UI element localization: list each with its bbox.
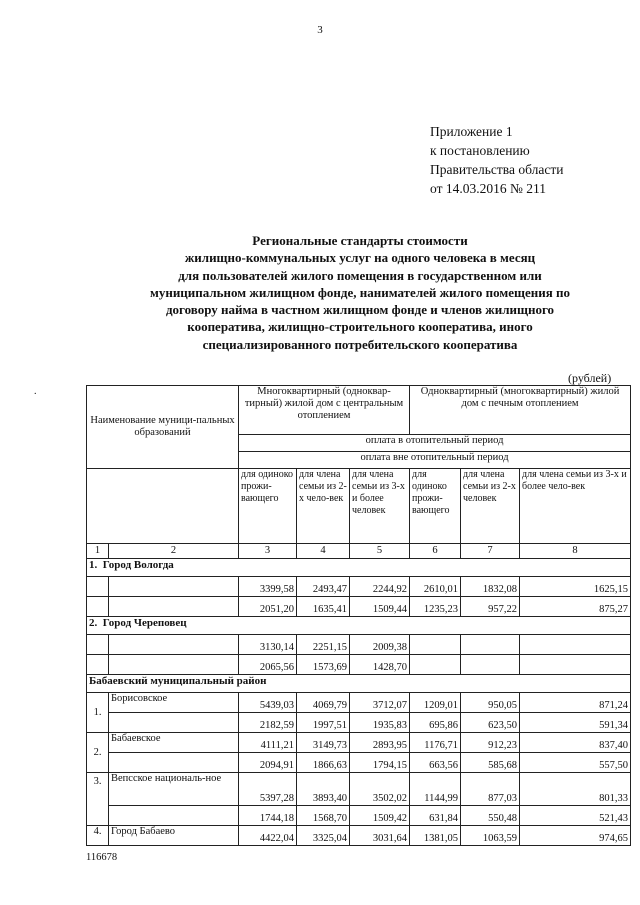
value-cell: 3130,14 — [239, 635, 297, 655]
standards-table — [86, 385, 631, 846]
value-cell: 1935,83 — [350, 713, 410, 733]
value-cell: 3149,73 — [297, 733, 350, 753]
row-number: 3. — [87, 773, 109, 826]
value-cell: 2251,15 — [297, 635, 350, 655]
name-header-spacer — [87, 469, 239, 544]
column-number: 6 — [410, 544, 461, 559]
value-cell: 1176,71 — [410, 733, 461, 753]
municipality-name: Бабаевское — [109, 733, 239, 753]
section-row — [87, 617, 631, 635]
title-line: Региональные стандарты стоимости — [252, 233, 468, 248]
value-cell: 875,27 — [520, 597, 631, 617]
value-cell: 4422,04 — [239, 826, 297, 846]
value-cell: 3031,64 — [350, 826, 410, 846]
title-line: кооператива, жилищно-строительного кооператива, иного — [187, 319, 533, 335]
value-cell: 695,86 — [410, 713, 461, 733]
value-cell: 2610,01 — [410, 577, 461, 597]
value-cell: 1568,70 — [297, 806, 350, 826]
heating-period-header: оплата в отопительный период — [239, 435, 631, 452]
value-cell: 585,68 — [461, 753, 520, 773]
three-plus-header: для члена семьи из 3-х и более чело-век — [520, 469, 631, 544]
value-cell: 2244,92 — [350, 577, 410, 597]
value-cell: 4111,21 — [239, 733, 297, 753]
value-cell: 1832,08 — [461, 577, 520, 597]
non-heating-period-header: оплата вне отопительный период — [239, 452, 631, 469]
value-cell: 4069,79 — [297, 693, 350, 713]
central-heating-header: Многоквартирный (одноквар-тирный) жилой дом с центральным отоплением — [239, 386, 410, 435]
value-cell: 1794,15 — [350, 753, 410, 773]
value-cell: 1381,05 — [410, 826, 461, 846]
value-cell: 1744,18 — [239, 806, 297, 826]
table-row — [87, 733, 631, 753]
value-cell: 5397,28 — [239, 773, 297, 806]
single-resident-header: для одиноко прожи-вающего — [239, 469, 297, 544]
value-cell: 2182,59 — [239, 713, 297, 733]
document-title — [100, 232, 620, 353]
value-cell: 1235,23 — [410, 597, 461, 617]
value-cell: 2051,20 — [239, 597, 297, 617]
value-cell: 1509,44 — [350, 597, 410, 617]
value-cell: 2493,47 — [297, 577, 350, 597]
table-row — [87, 753, 631, 773]
appendix-line: к постановлению — [430, 143, 530, 158]
column-number: 2 — [109, 544, 239, 559]
column-number: 7 — [461, 544, 520, 559]
table-row — [87, 635, 631, 655]
value-cell: 631,84 — [410, 806, 461, 826]
stove-heating-header: Одноквартирный (многоквартирный) жилой дом с печным отоплением — [410, 386, 631, 435]
value-cell: 1997,51 — [297, 713, 350, 733]
title-line: договору найма в частном жилищном фонде и членов жилищного — [165, 302, 555, 318]
column-number: 1 — [87, 544, 109, 559]
value-cell: 591,34 — [520, 713, 631, 733]
title-line: жилищно-коммунальных услуг на одного человека в месяц — [184, 250, 536, 266]
title-line: для пользователей жилого помещения в государственном или — [178, 267, 542, 283]
table-row — [87, 597, 631, 617]
table-row — [87, 693, 631, 713]
table-row — [87, 577, 631, 597]
value-cell: 912,23 — [461, 733, 520, 753]
value-cell: 3399,58 — [239, 577, 297, 597]
value-cell: 950,05 — [461, 693, 520, 713]
value-cell: 1428,70 — [350, 655, 410, 675]
value-cell: 2009,38 — [350, 635, 410, 655]
value-cell: 801,33 — [520, 773, 631, 806]
value-cell: 2094,91 — [239, 753, 297, 773]
value-cell: 837,40 — [520, 733, 631, 753]
value-cell: 623,50 — [461, 713, 520, 733]
value-cell: 3712,07 — [350, 693, 410, 713]
value-cell: 521,43 — [520, 806, 631, 826]
value-cell: 5439,03 — [239, 693, 297, 713]
appendix-line: от 14.03.2016 № 211 — [430, 181, 546, 196]
value-cell: 1144,99 — [410, 773, 461, 806]
value-cell: 557,50 — [520, 753, 631, 773]
value-cell: 2065,56 — [239, 655, 297, 675]
value-cell: 974,65 — [520, 826, 631, 846]
table-row — [87, 806, 631, 826]
document-code: 116678 — [86, 852, 118, 863]
row-number: 4. — [87, 826, 109, 846]
table-row — [87, 773, 631, 806]
value-cell: 3325,04 — [297, 826, 350, 846]
municipality-name: Вепсское националь-ное — [109, 773, 239, 806]
value-cell: 871,24 — [520, 693, 631, 713]
name-column-header: Наименование муници-пальных образований — [87, 386, 239, 469]
row-number: 2. — [89, 617, 98, 629]
row-number: 1. — [89, 559, 98, 571]
value-cell: 1509,42 — [350, 806, 410, 826]
table-row — [87, 655, 631, 675]
row-number: 1. — [87, 693, 109, 733]
value-cell: 957,22 — [461, 597, 520, 617]
three-plus-header: для члена семьи из 3-х и более человек — [350, 469, 410, 544]
appendix-line: Правительства области — [430, 162, 564, 177]
value-cell: 1209,01 — [410, 693, 461, 713]
value-cell: 1063,59 — [461, 826, 520, 846]
value-cell: 1625,15 — [520, 577, 631, 597]
value-cell: 2893,95 — [350, 733, 410, 753]
row-number: 2. — [87, 733, 109, 773]
municipality-name: Город Вологда — [102, 559, 174, 571]
value-cell: 1573,69 — [297, 655, 350, 675]
title-line: специализированного потребительского кооператива — [202, 336, 518, 352]
table-row — [87, 713, 631, 733]
value-cell: 663,56 — [410, 753, 461, 773]
column-number: 4 — [297, 544, 350, 559]
value-cell: 3502,02 — [350, 773, 410, 806]
two-person-header: для члена семьи из 2-х чело-век — [297, 469, 350, 544]
column-number: 3 — [239, 544, 297, 559]
page-number: 3 — [317, 24, 323, 36]
single-resident-header: для одиноко прожи-вающего — [410, 469, 461, 544]
municipality-name: Борисовское — [109, 693, 239, 713]
district-heading: Бабаевский муниципальный район — [87, 675, 631, 693]
title-line: муниципальном жилищном фонде, нанимателей жилого помещения по — [149, 284, 571, 300]
margin-mark: . — [34, 386, 37, 397]
section-row — [87, 559, 631, 577]
value-cell: 1866,63 — [297, 753, 350, 773]
unit-label: (рублей) — [568, 371, 612, 385]
value-cell: 1635,41 — [297, 597, 350, 617]
municipality-name: Город Бабаево — [109, 826, 239, 846]
appendix-reference — [430, 122, 563, 198]
column-number: 5 — [350, 544, 410, 559]
column-number: 8 — [520, 544, 631, 559]
two-person-header: для члена семьи из 2-х человек — [461, 469, 520, 544]
value-cell: 550,48 — [461, 806, 520, 826]
appendix-line: Приложение 1 — [430, 124, 513, 139]
value-cell: 3893,40 — [297, 773, 350, 806]
table-row — [87, 826, 631, 846]
municipality-name: Город Череповец — [102, 617, 187, 629]
value-cell: 877,03 — [461, 773, 520, 806]
